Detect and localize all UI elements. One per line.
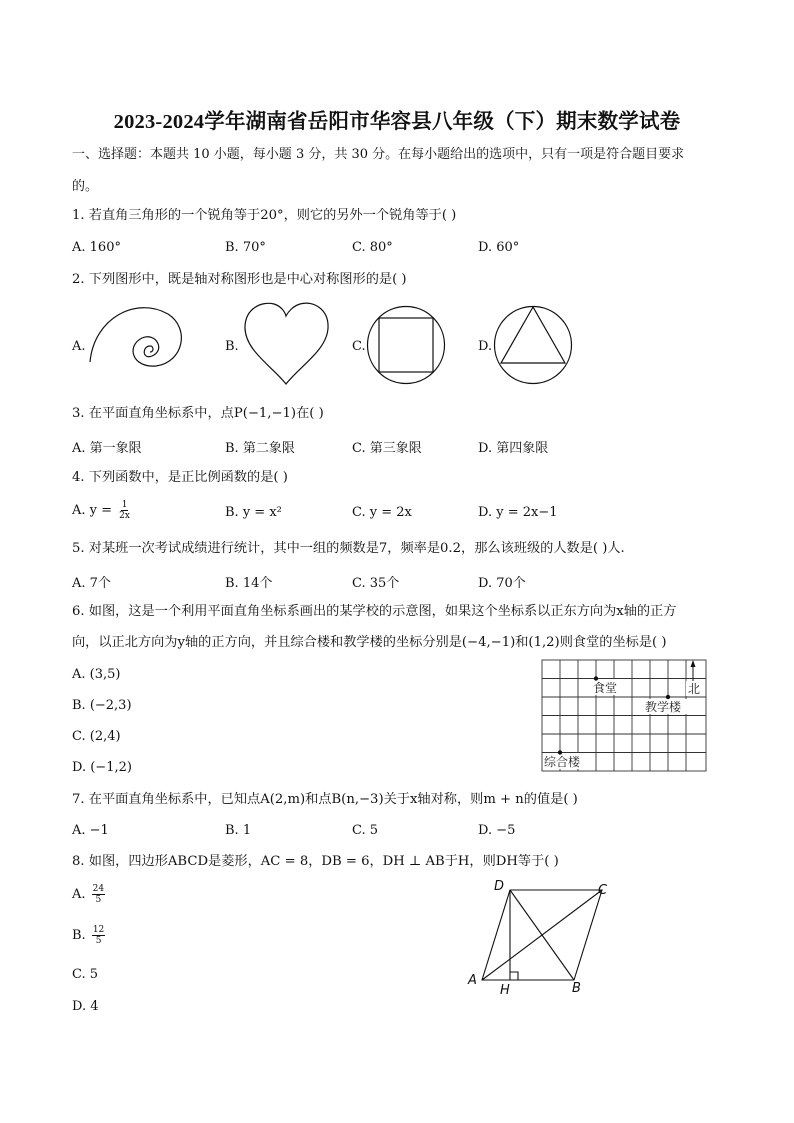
- q8-option-a-label: A.: [72, 887, 86, 902]
- q6-option-b: B. (−2,3): [72, 698, 132, 713]
- point-label-b: B: [572, 981, 581, 996]
- circle-triangle-figure: [493, 305, 573, 385]
- diagonal-bd: [510, 890, 574, 980]
- q8-option-c: C. 5: [72, 967, 99, 982]
- map-label-north: 北: [688, 682, 701, 696]
- q4-option-a-numerator: 1: [121, 500, 128, 510]
- q8-option-a-numerator: 24: [92, 884, 105, 894]
- q5-option-d: D. 70个: [478, 576, 526, 591]
- q1-option-a: A. 160°: [72, 240, 121, 255]
- point-label-c: C: [598, 883, 608, 898]
- q5-option-a: A. 7个: [72, 576, 111, 591]
- point-label-d: D: [494, 879, 505, 894]
- q7-option-b: B. 1: [225, 823, 252, 838]
- q2-stem: 2. 下列图形中，既是轴对称图形也是中心对称图形的是( ): [72, 272, 407, 287]
- q1-option-b: B. 70°: [225, 240, 266, 255]
- q6-option-d: D. (−1,2): [72, 760, 132, 775]
- spiral-figure: [86, 298, 186, 368]
- q1-option-d: D. 60°: [478, 240, 520, 255]
- north-arrow-icon: [691, 660, 696, 667]
- q8-option-b-numerator: 12: [92, 925, 105, 935]
- circle-square-figure: [366, 305, 446, 385]
- q8-option-b: [72, 925, 105, 946]
- q1-stem: 1. 若直角三角形的一个锐角等于20°，则它的另外一个锐角等于( ): [72, 208, 457, 223]
- q8-option-d: D. 4: [72, 999, 99, 1014]
- map-point-teaching-building: [666, 695, 670, 699]
- q3-option-b: B. 第二象限: [225, 441, 295, 456]
- q4-option-a-prefix: A. y =: [72, 503, 113, 518]
- q5-stem: 5. 对某班一次考试成绩进行统计，其中一组的频数是7，频率是0.2，那么该班级的人数是( )人.: [72, 541, 625, 556]
- rhombus-figure: [462, 876, 622, 998]
- q8-option-a-denominator: 5: [95, 895, 102, 905]
- q3-stem: 3. 在平面直角坐标系中，点P(−1,−1)在( ): [72, 406, 324, 421]
- q5-option-c: C. 35个: [352, 576, 400, 591]
- q6-stem-line1: 6. 如图，这是一个利用平面直角坐标系画出的某学校的示意图，如果这个坐标系以正东方向为x轴的正方: [72, 604, 677, 619]
- point-label-a: A: [468, 973, 477, 988]
- q7-option-a: A. −1: [72, 823, 109, 838]
- right-angle-mark: [510, 972, 518, 980]
- q3-option-d: D. 第四象限: [478, 441, 549, 456]
- q8-option-b-denominator: 5: [95, 936, 102, 946]
- map-point-complex-building: [558, 750, 562, 754]
- section-header-line1: 一、选择题：本题共 10 小题，每小题 3 分，共 30 分。在每小题给出的选项中，只有一项是符合题目要求: [72, 147, 685, 162]
- q8-option-b-fraction: [92, 925, 105, 946]
- q2-label-b: B.: [225, 339, 239, 354]
- q7-option-c: C. 5: [352, 823, 379, 838]
- school-map-figure: [540, 656, 710, 774]
- q3-option-c: C. 第三象限: [352, 441, 422, 456]
- q6-option-a: A. (3,5): [72, 667, 121, 682]
- map-label-canteen: 食堂: [593, 681, 618, 695]
- heart-figure: [242, 300, 332, 388]
- map-label-complex-building: 综合楼: [544, 755, 581, 769]
- q4-option-a-denominator: 2x: [119, 511, 130, 521]
- q1-option-c: C. 80°: [352, 240, 393, 255]
- q4-option-b: B. y = x²: [225, 505, 282, 520]
- q4-option-a-fraction: [118, 500, 131, 521]
- q7-stem: 7. 在平面直角坐标系中，已知点A(2,m)和点B(n,−3)关于x轴对称，则m + n的值是( ): [72, 792, 578, 807]
- q8-option-a-fraction: [92, 884, 105, 905]
- q4-stem: 4. 下列函数中，是正比例函数的是( ): [72, 470, 288, 485]
- section-header-line2: 的。: [72, 179, 99, 194]
- map-label-teaching-building: 教学楼: [645, 700, 682, 714]
- q6-option-c: C. (2,4): [72, 729, 121, 744]
- q4-option-c: C. y = 2x: [352, 505, 412, 520]
- q2-label-d: D.: [478, 339, 493, 354]
- map-point-canteen: [594, 676, 598, 680]
- paper-title: 2023-2024学年湖南省岳阳市华容县八年级（下）期末数学试卷: [113, 111, 681, 133]
- q2-label-a: A.: [72, 339, 86, 354]
- q4-option-d: D. y = 2x−1: [478, 505, 558, 520]
- q8-option-a: [72, 884, 105, 905]
- q6-stem-line2: 向，以正北方向为y轴的正方向，并且综合楼和教学楼的坐标分别是(−4,−1)和(1,2)则食堂的坐标是( ): [72, 635, 667, 650]
- q8-stem: 8. 如图，四边形ABCD是菱形，AC = 8，DB = 6，DH ⊥ AB于H，则DH等于( ): [72, 854, 559, 869]
- q7-option-d: D. −5: [478, 823, 516, 838]
- q8-option-b-label: B.: [72, 928, 86, 943]
- q4-option-a: [72, 500, 131, 521]
- q5-option-b: B. 14个: [225, 576, 273, 591]
- point-label-h: H: [500, 983, 510, 998]
- q2-label-c: C.: [352, 339, 366, 354]
- q3-option-a: A. 第一象限: [72, 441, 142, 456]
